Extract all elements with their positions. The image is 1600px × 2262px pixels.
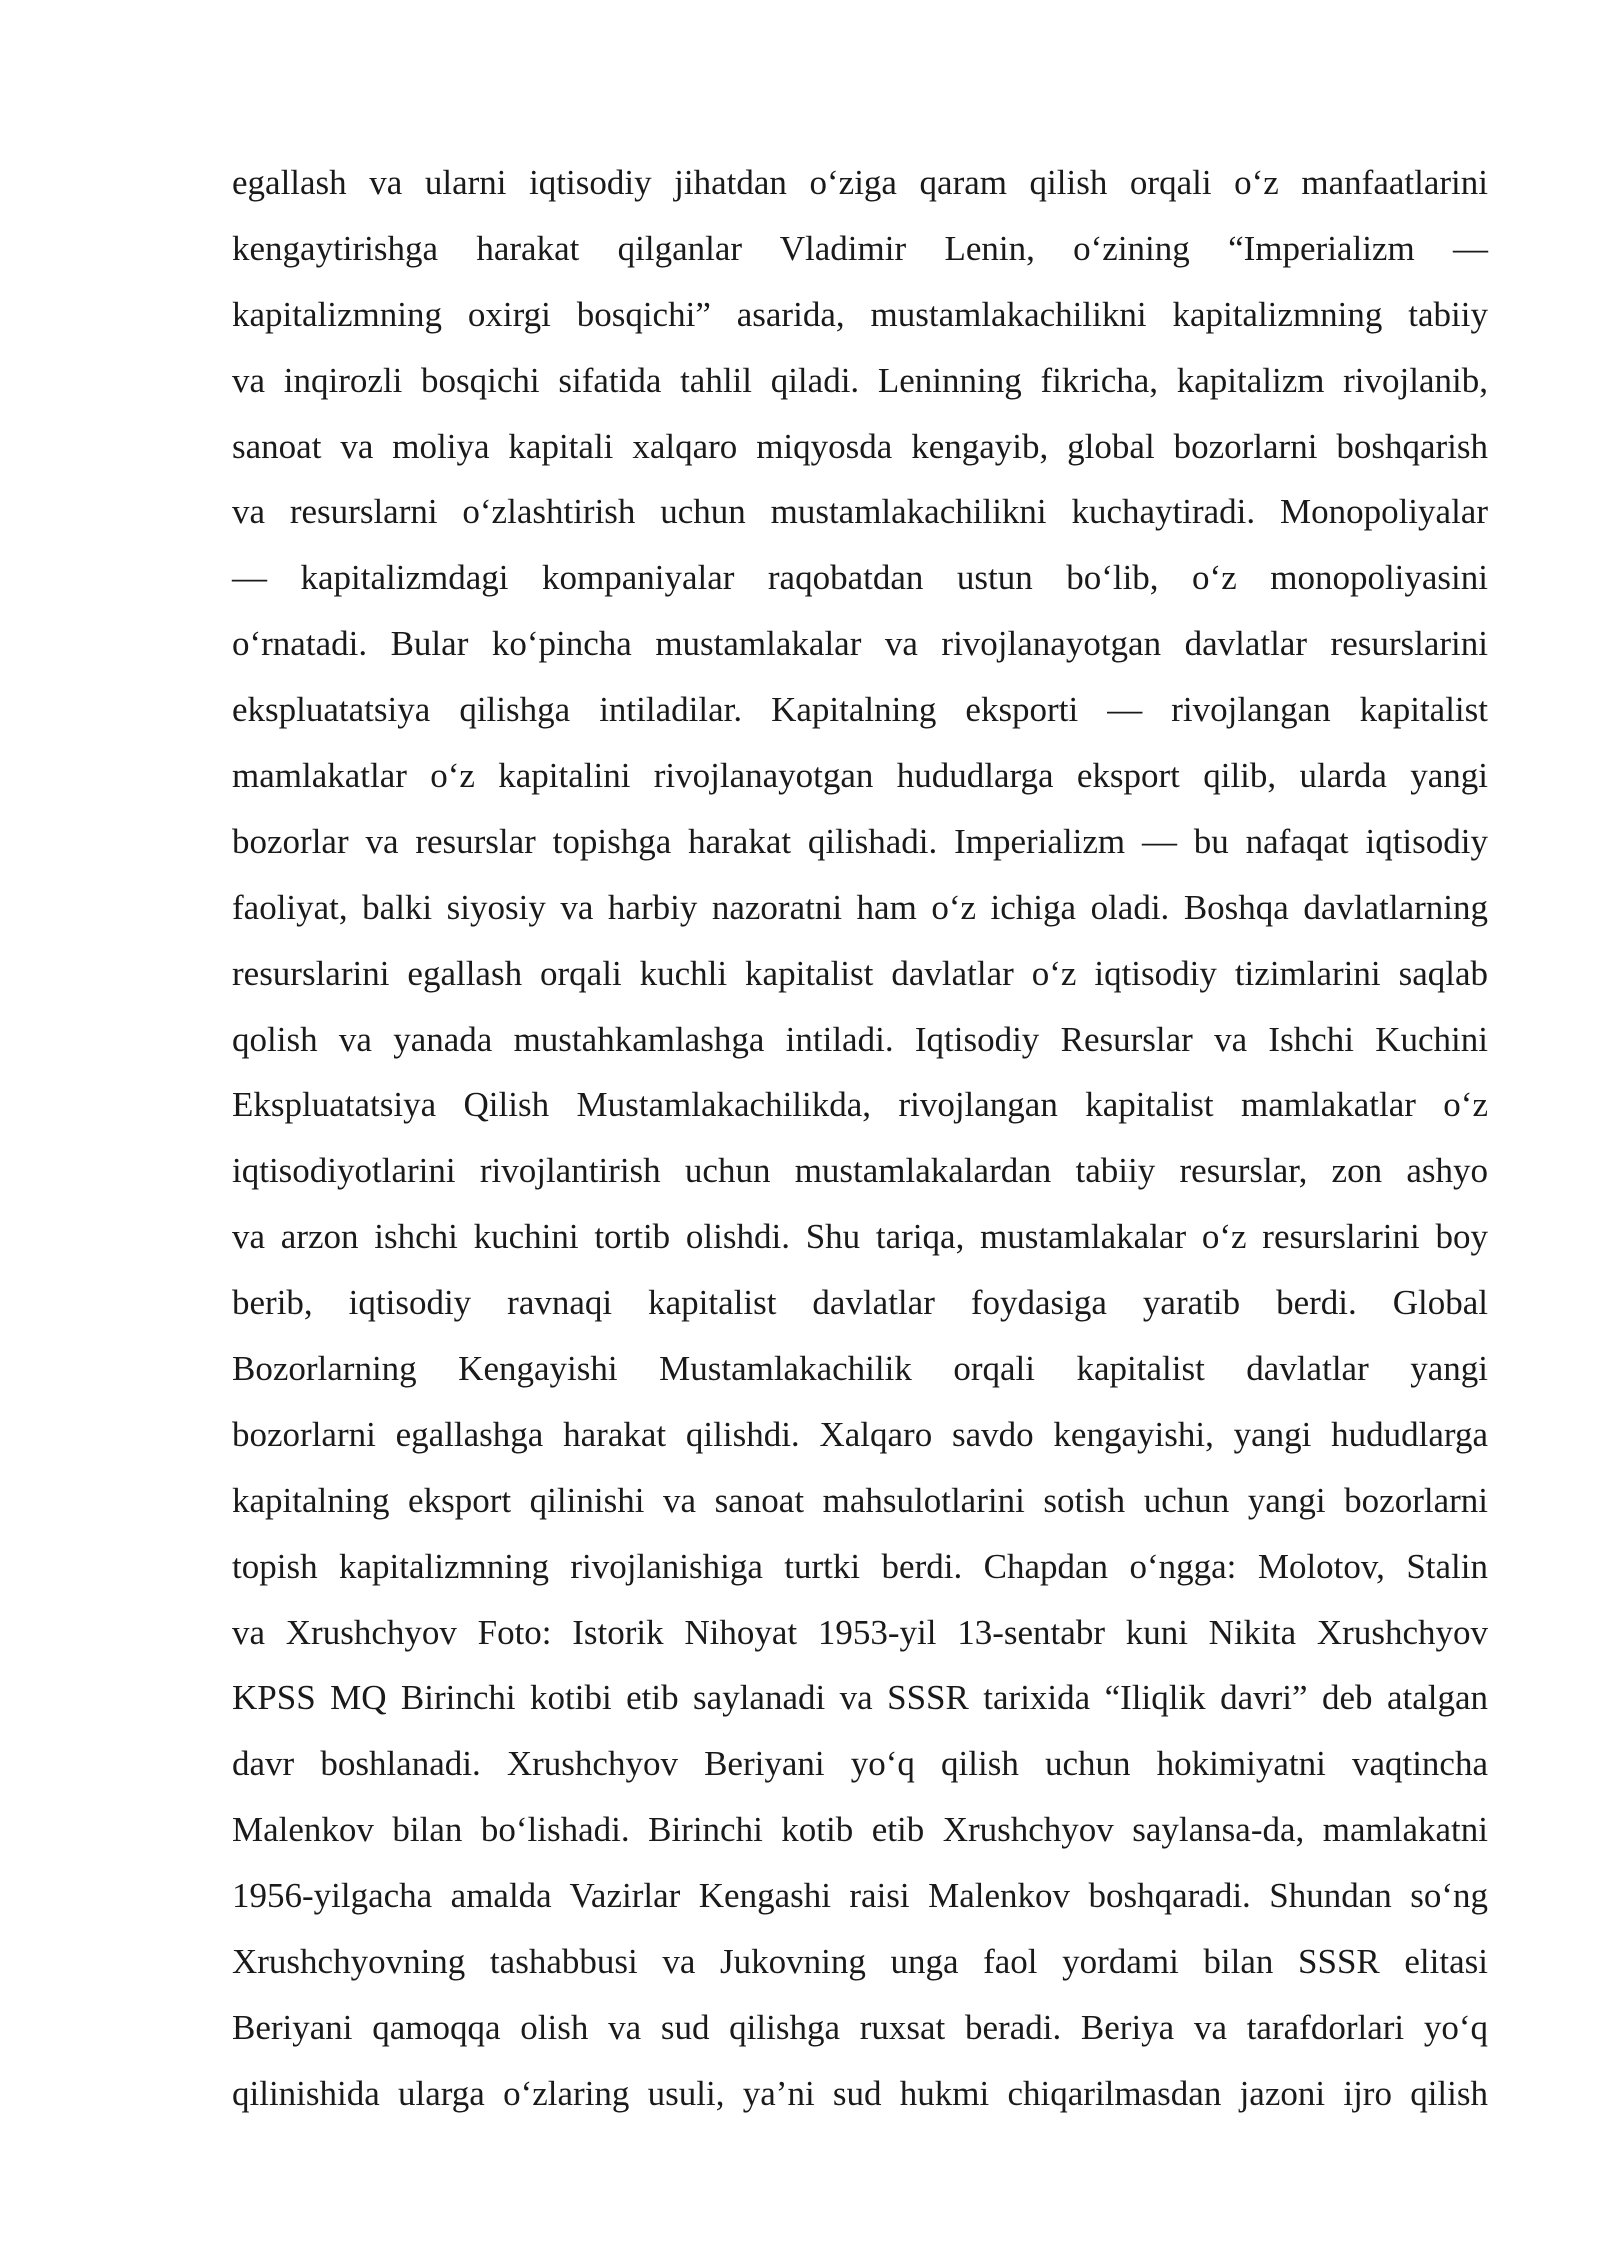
- text-line: egallash va ularni iqtisodiy jihatdan o‘ziga qaram qilish orqali o‘z manfaatlarini: [232, 163, 1488, 202]
- text-line: Beriyani qamoqqa olish va sud qilishga ruxsat beradi. Beriya va tarafdorlari yo‘q: [232, 2007, 1488, 2047]
- text-line: mamlakatlar o‘z kapitalini rivojlanayotgan hududlarga eksport qilib, ularda yangi: [232, 756, 1488, 796]
- text-line: iqtisodiyotlarini rivojlantirish uchun mustamlakalardan tabiiy resurslar, zon ashyo: [232, 1151, 1488, 1191]
- body-text: [232, 150, 1488, 2127]
- text-line: va resurslarni o‘zlashtirish uchun mustamlakachilikni kuchaytiradi. Monopoliyalar: [232, 492, 1488, 532]
- text-line: o‘rnatadi. Bular ko‘pincha mustamlakalar va rivojlanayotgan davlatlar resurslarini: [232, 624, 1488, 664]
- text-line: berib, iqtisodiy ravnaqi kapitalist davlatlar foydasiga yaratib berdi. Global: [232, 1283, 1488, 1323]
- text-line: va Xrushchyov Foto: Istorik Nihoyat 1953-yil 13-sentabr kuni Nikita Xrushchyov: [232, 1612, 1488, 1652]
- text-line: bozorlar va resurslar topishga harakat qilishadi. Imperializm — bu nafaqat iqtisodiy: [232, 821, 1488, 861]
- text-line: kengaytirishga harakat qilganlar Vladimir Lenin, o‘zining “Imperializm —: [232, 228, 1488, 268]
- text-line: bozorlarni egallashga harakat qilishdi. Xalqaro savdo kengayishi, yangi hududlarga: [232, 1414, 1488, 1454]
- text-line: qilinishida ularga o‘zlaring usuli, ya’ni sud hukmi chiqarilmasdan jazoni ijro qilish: [232, 2073, 1488, 2113]
- text-line: kapitalning eksport qilinishi va sanoat mahsulotlarini sotish uchun yangi bozorlarni: [232, 1480, 1488, 1520]
- text-line: sanoat va moliya kapitali xalqaro miqyosda kengayib, global bozorlarni boshqarish: [232, 426, 1488, 466]
- text-line: resurslarini egallash orqali kuchli kapitalist davlatlar o‘z iqtisodiy tizimlarini saqlab: [232, 953, 1488, 993]
- text-line: ekspluatatsiya qilishga intiladilar. Kapitalning eksporti — rivojlangan kapitalist: [232, 690, 1488, 730]
- text-line: Ekspluatatsiya Qilish Mustamlakachilikda, rivojlangan kapitalist mamlakatlar o‘z: [232, 1085, 1488, 1125]
- text-line: kapitalizmning oxirgi bosqichi” asarida, mustamlakachilikni kapitalizmning tabiiy: [232, 294, 1488, 334]
- text-line: 1956-yilgacha amalda Vazirlar Kengashi raisi Malenkov boshqaradi. Shundan so‘ng: [232, 1876, 1488, 1916]
- text-line: Xrushchyovning tashabbusi va Jukovning unga faol yordami bilan SSSR elitasi: [232, 1942, 1488, 1982]
- text-line: va arzon ishchi kuchini tortib olishdi. Shu tariqa, mustamlakalar o‘z resurslarini boy: [232, 1217, 1488, 1257]
- text-line: va inqirozli bosqichi sifatida tahlil qiladi. Leninning fikricha, kapitalizm rivojlanib,: [232, 360, 1488, 400]
- text-line: Malenkov bilan bo‘lishadi. Birinchi kotib etib Xrushchyov saylansa-da, mamlakatni: [232, 1810, 1488, 1850]
- text-line: qolish va yanada mustahkamlashga intiladi. Iqtisodiy Resurslar va Ishchi Kuchini: [232, 1019, 1488, 1059]
- text-line: Bozorlarning Kengayishi Mustamlakachilik orqali kapitalist davlatlar yangi: [232, 1349, 1488, 1389]
- text-line: — kapitalizmdagi kompaniyalar raqobatdan ustun bo‘lib, o‘z monopoliyasini: [232, 558, 1488, 598]
- text-line: faoliyat, balki siyosiy va harbiy nazoratni ham o‘z ichiga oladi. Boshqa davlatlarning: [232, 887, 1488, 927]
- text-line: topish kapitalizmning rivojlanishiga turtki berdi. Chapdan o‘ngga: Molotov, Stalin: [232, 1546, 1488, 1586]
- text-line: KPSS MQ Birinchi kotibi etib saylanadi va SSSR tarixida “Iliqlik davri” deb atalgan: [232, 1678, 1488, 1718]
- text-line: davr boshlanadi. Xrushchyov Beriyani yo‘q qilish uchun hokimiyatni vaqtincha: [232, 1744, 1488, 1784]
